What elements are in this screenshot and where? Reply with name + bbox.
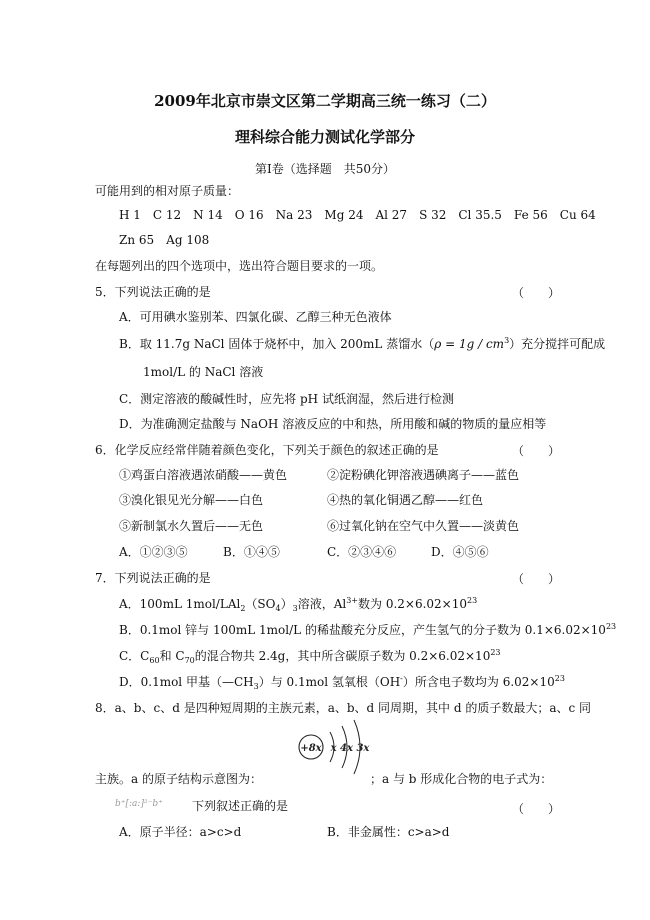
q8-answer-blank: （ ）: [512, 802, 561, 816]
q8-line-2b: ；a 与 b 形成化合物的电子式为：: [370, 772, 553, 786]
atom-structure-diagram: [296, 714, 376, 778]
section-heading: 第Ⅰ卷（选择题 共50分）: [254, 162, 395, 176]
q7-stem: 7．下列说法正确的是: [95, 571, 211, 585]
q6-item-4: ④热的氧化铜遇乙醇——红色: [327, 493, 484, 507]
exam-title: 2009年北京市崇文区第二学期高三统一练习（二）: [154, 92, 496, 110]
shell-electron-labels: x 4x 3x: [330, 743, 370, 754]
q6-item-3: ③溴化银见光分解——白色: [119, 493, 264, 507]
q6-option-a: A．①②③⑤: [119, 545, 188, 559]
q6-stem: 6．化学反应经常伴随着颜色变化，下列关于颜色的叙述正确的是: [95, 443, 439, 457]
exam-subtitle: 理科综合能力测试化学部分: [234, 128, 415, 146]
q8-line-2a: 主族。a 的原子结构示意图为：: [95, 772, 262, 786]
electron-formula-text: b⁺[:a:]²⁻b⁺: [115, 799, 163, 809]
q7-option-c: C．$C_{60}$和 $C_{70}$的混合物共 2.4g，其中所含碳原子数为 $0.2\times 6.02\times 10^{23}$: [119, 648, 501, 665]
q5-option-b-cont: 1mol/L 的 NaCl 溶液: [143, 365, 264, 379]
q7-option-d: D．0.1mol 甲基$(—CH_3)$与 0.1mol 氢氧根（OH-）所含电子数均为 $6.02\times 10^{23}$: [119, 674, 565, 691]
instruction-text: 在每题列出的四个选项中，选出符合题目要求的一项。: [95, 259, 384, 273]
nucleus-label: +8x: [300, 743, 322, 754]
q6-item-2: ②淀粉碘化钾溶液遇碘离子——蓝色: [327, 468, 520, 482]
q6-item-6: ⑥过氧化钠在空气中久置——淡黄色: [327, 519, 520, 533]
q8-option-a: A．原子半径：a>c>d: [119, 825, 242, 839]
q5-option-d: D．为准确测定盐酸与 NaOH 溶液反应的中和热，所用酸和碱的物质的量应相等: [119, 417, 547, 431]
electron-formula-image: [113, 792, 191, 812]
q8-option-b: B．非金属性：c>a>d: [327, 825, 450, 839]
q6-answer-blank: （ ）: [512, 444, 561, 458]
atomic-mass-line-1: H 1 C 12 N 14 O 16 Na 23 Mg 24 Al 27 S 32 Cl 35.5 Fe 56 Cu 64: [119, 208, 596, 222]
q8-stem: 8．a、b、c、d 是四种短周期的主族元素，a、b、d 同周期，其中 d 的质子数最大；a、c 同: [95, 701, 592, 715]
q6-option-c: C．②③④⑥: [327, 545, 397, 559]
q5-option-b: B．取 11.7g NaCl 固体于烧杯中，加入 200mL 蒸馏水$(\rho = 1g / cm^3)$充分搅拌可配成: [119, 336, 606, 351]
atomic-mass-intro: 可能用到的相对原子质量：: [95, 184, 240, 198]
q5-option-a: A．可用碘水鉴别苯、四氯化碳、乙醇三种无色液体: [119, 310, 392, 324]
q8-line-3: 下列叙述正确的是: [192, 799, 289, 813]
q5-answer-blank: （ ）: [512, 286, 561, 300]
q5-option-c: C．测定溶液的酸碱性时，应先将 pH 试纸润湿，然后进行检测: [119, 392, 454, 406]
q6-item-1: ①鸡蛋白溶液遇浓硝酸——黄色: [119, 468, 288, 482]
q6-option-b: B．①④⑤: [223, 545, 280, 559]
q6-option-d: D．④⑤⑥: [431, 545, 489, 559]
q5-stem: 5．下列说法正确的是: [95, 285, 211, 299]
q7-option-b: B．0.1mol 锌与 100mL 1mol/L 的稀盐酸充分反应，产生氢气的分子数为 $0.1\times 6.02\times 10^{23}$: [119, 622, 617, 637]
q7-answer-blank: （ ）: [512, 572, 561, 586]
q6-item-5: ⑤新制氯水久置后——无色: [119, 519, 264, 533]
q7-option-a: A．100mL $1mol/LAl_2(SO_4)_3$溶液，$Al^{3+}$数为 $0.2\times 6.02\times 10^{23}$: [119, 596, 478, 613]
atomic-mass-line-2: Zn 65 Ag 108: [119, 233, 210, 247]
